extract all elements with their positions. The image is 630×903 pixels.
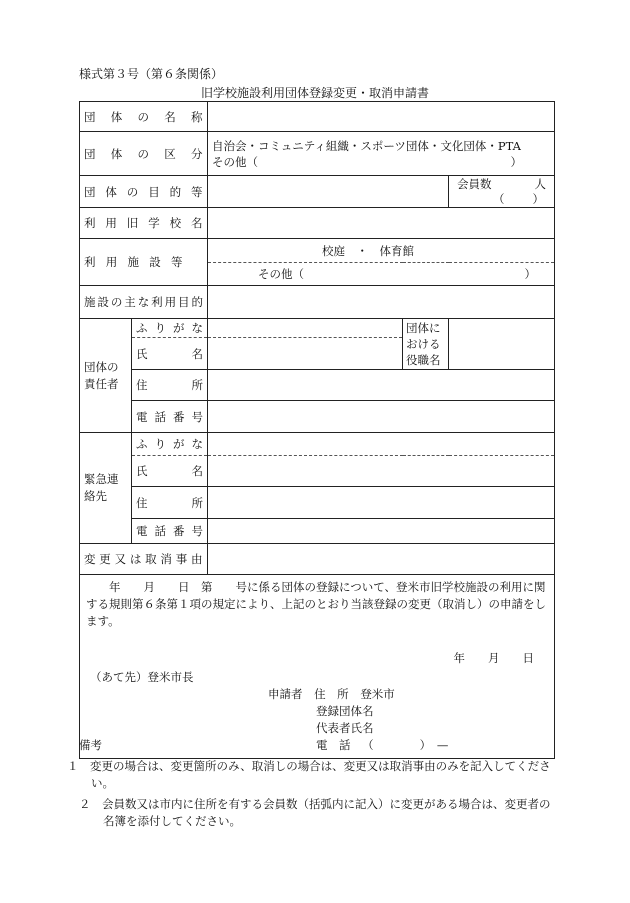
notes-heading: 備考 — [79, 738, 102, 752]
facility-other-label: その他（ — [258, 267, 304, 281]
resp-position-label: 団体における役職名 — [403, 319, 449, 370]
row-facility-1 — [80, 239, 555, 263]
phone-format: （ ） — — [362, 738, 449, 752]
reason-field[interactable] — [208, 544, 555, 575]
row-resp-address — [80, 370, 555, 401]
declaration-block — [80, 575, 555, 759]
purpose-label: 団体の目的等 — [80, 176, 208, 208]
resp-position-field[interactable] — [449, 319, 555, 370]
row-reason — [80, 544, 555, 575]
row-group-category — [80, 132, 555, 176]
emer-name-label: 氏名 — [132, 456, 208, 487]
resp-phone-label: 電話番号 — [132, 401, 208, 433]
emer-phone-label: 電話番号 — [132, 519, 208, 544]
applicant-address-label: 住 所 — [314, 687, 349, 701]
row-resp-phone — [80, 401, 555, 433]
school-name-field[interactable] — [208, 208, 555, 239]
resp-address-label: 住所 — [132, 370, 208, 401]
emer-address-field[interactable] — [208, 487, 555, 519]
resp-furigana-label: ふりがな — [132, 319, 208, 338]
row-purpose — [80, 176, 555, 208]
members-paren-close: ） — [532, 192, 544, 206]
group-name-field[interactable] — [208, 102, 555, 132]
emer-furigana-label: ふりがな — [132, 433, 208, 456]
emergency-group-label: 緊急連絡先 — [80, 433, 132, 544]
main-purpose-label: 施設の主な利用目的 — [80, 286, 208, 319]
row-school-name — [80, 208, 555, 239]
note-item-2: ２ 会員数又は市内に住所を有する会員数（括弧内に記入）に変更がある場合は、変更者の名簿を添付してください。 — [79, 797, 551, 828]
resp-address-field[interactable] — [208, 370, 555, 401]
resp-name-label: 氏名 — [132, 338, 208, 370]
notes-section — [67, 737, 554, 830]
group-category-label: 団体の区分 — [80, 132, 208, 176]
category-options: 自治会・コミュニティ組織・スポーツ団体・文化団体・PTA — [212, 138, 521, 153]
row-emer-name — [80, 456, 555, 487]
rep-name-label: 代表者氏名 — [316, 721, 374, 735]
facility-other-field[interactable] — [208, 263, 555, 286]
org-name-label: 登録団体名 — [316, 704, 374, 718]
resp-phone-field[interactable] — [208, 401, 555, 433]
group-name-label: 団体の名称 — [80, 102, 208, 132]
emer-address-label: 住所 — [132, 487, 208, 519]
members-paren-open: （ — [493, 192, 505, 206]
facility-options[interactable]: 校庭 ・ 体育館 — [208, 239, 555, 263]
application-form-table — [79, 101, 555, 759]
row-emer-address — [80, 487, 555, 519]
members-label: 会員数 — [457, 177, 492, 191]
group-category-field[interactable] — [208, 132, 555, 176]
emer-furigana-field[interactable] — [208, 433, 555, 456]
facility-other-close: ） — [524, 267, 536, 281]
reason-label: 変更又は取消事由 — [80, 544, 208, 575]
main-purpose-field[interactable] — [208, 286, 555, 319]
emer-phone-field[interactable] — [208, 519, 555, 544]
row-main-purpose — [80, 286, 555, 319]
category-other-close: ） — [510, 154, 522, 169]
school-name-label: 利用旧学校名 — [80, 208, 208, 239]
emer-name-field[interactable] — [208, 456, 555, 487]
addressee: （あて先）登米市長 — [90, 670, 194, 684]
row-declaration — [80, 575, 555, 759]
purpose-field[interactable] — [208, 176, 449, 208]
applicant-address-value: 登米市 — [360, 687, 395, 701]
responsible-group-label: 団体の責任者 — [80, 319, 132, 433]
category-other-label: その他（ — [212, 154, 258, 169]
applicant-label: 申請者 — [268, 687, 303, 701]
declaration-date: 年 月 日 — [453, 651, 534, 665]
resp-name-field[interactable] — [208, 338, 403, 370]
phone-label: 電 話 — [316, 738, 351, 752]
declaration-text: 年 月 日 第 号に係る団体の登録について、登米市旧学校施設の利用に関する規則第６条第１項の規定により、上記のとおり当該登録の変更（取消し）の申請をします。 — [86, 580, 546, 628]
note-item-1: １ 変更の場合は、変更箇所のみ、取消しの場合は、変更又は取消事由のみを記入してください。 — [67, 759, 551, 790]
row-emer-phone — [80, 519, 555, 544]
row-group-name — [80, 102, 555, 132]
resp-furigana-field[interactable] — [208, 319, 403, 338]
members-unit: 人 — [534, 177, 546, 191]
form-number: 様式第３号（第６条関係） — [79, 67, 224, 81]
members-field[interactable] — [449, 176, 555, 208]
form-title: 旧学校施設利用団体登録変更・取消申請書 — [200, 86, 429, 100]
row-emer-furigana — [80, 433, 555, 456]
facility-label: 利用施設等 — [80, 239, 208, 286]
row-resp-furigana — [80, 319, 555, 338]
